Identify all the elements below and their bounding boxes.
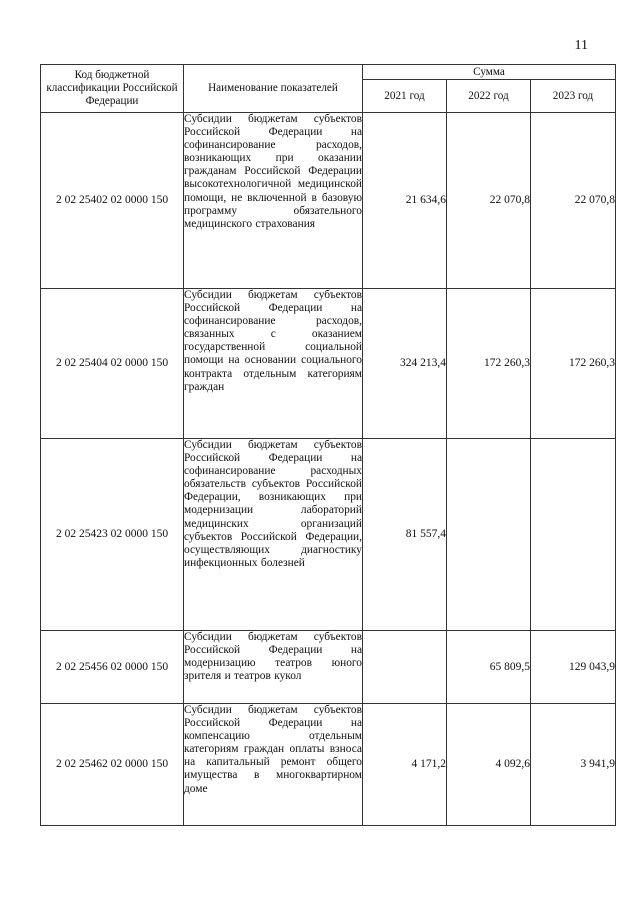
- value-2021: 324 213,4: [363, 289, 447, 439]
- header-code: Код бюджетной классификации Российской Федерации: [41, 65, 184, 113]
- budget-code: 2 02 25423 02 0000 150: [41, 439, 184, 631]
- value-2022: 22 070,8: [447, 113, 531, 289]
- value-2022: 65 809,5: [447, 631, 531, 704]
- table-row: [41, 439, 616, 631]
- indicator-name: Субсидии бюджетам субъектов Российской Федерации на софинансирование расходов, возникающих при оказании гражданам Российской Федерации высокотехнологичной медицинской помощи, не включенной в базовую программу обязательного медицинского страхования: [184, 113, 363, 289]
- value-2023: 22 070,8: [531, 113, 616, 289]
- budget-code: 2 02 25462 02 0000 150: [41, 704, 184, 826]
- value-2022: 4 092,6: [447, 704, 531, 826]
- header-sum: Сумма: [363, 65, 616, 80]
- indicator-name: Субсидии бюджетам субъектов Российской Федерации на софинансирование расходных обязательств субъектов Российской Федерации, возникающих при модернизации лабораторий медицинских организаций субъектов Российской Федерации, осуществляющих диагностику инфекционных болезней: [184, 439, 363, 631]
- value-2021: 21 634,6: [363, 113, 447, 289]
- value-2023: 3 941,9: [531, 704, 616, 826]
- value-2023: 172 260,3: [531, 289, 616, 439]
- header-year-2021: 2021 год: [363, 80, 447, 113]
- header-year-2023: 2023 год: [531, 80, 616, 113]
- budget-table: [40, 64, 616, 826]
- header-year-2022: 2022 год: [447, 80, 531, 113]
- indicator-name: Субсидии бюджетам субъектов Российской Федерации на модернизацию театров юного зрителя и театров кукол: [184, 631, 363, 704]
- value-2021: 81 557,4: [363, 439, 447, 631]
- value-2023: [531, 439, 616, 631]
- value-2022: 172 260,3: [447, 289, 531, 439]
- table-row: [41, 113, 616, 289]
- page-number: 11: [574, 38, 588, 53]
- value-2021: [363, 631, 447, 704]
- table-row: [41, 704, 616, 826]
- value-2021: 4 171,2: [363, 704, 447, 826]
- value-2023: 129 043,9: [531, 631, 616, 704]
- budget-code: 2 02 25404 02 0000 150: [41, 289, 184, 439]
- budget-code: 2 02 25402 02 0000 150: [41, 113, 184, 289]
- value-2022: [447, 439, 531, 631]
- budget-code: 2 02 25456 02 0000 150: [41, 631, 184, 704]
- header-name: Наименование показателей: [184, 65, 363, 113]
- indicator-name: Субсидии бюджетам субъектов Российской Федерации на компенсацию отдельным категориям граждан оплаты взноса на капитальный ремонт общего имущества в многоквартирном доме: [184, 704, 363, 826]
- table-row: [41, 289, 616, 439]
- table-row: [41, 631, 616, 704]
- indicator-name: Субсидии бюджетам субъектов Российской Федерации на софинансирование расходов, связанных с оказанием государственной социальной помощи на основании социального контракта отдельным категориям граждан: [184, 289, 363, 439]
